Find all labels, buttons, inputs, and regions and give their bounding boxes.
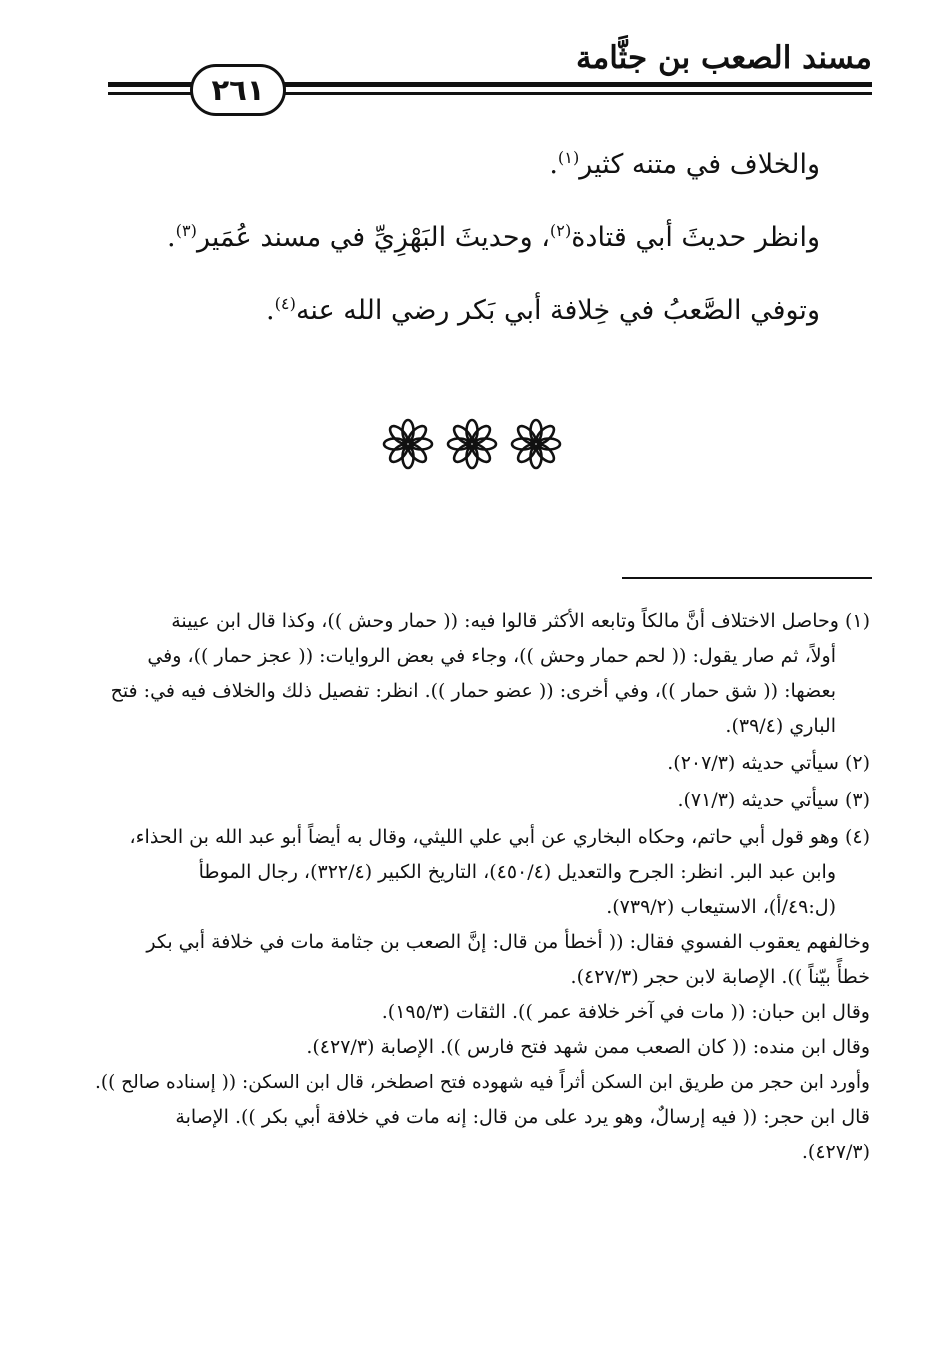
body-line-1: والخلاف في متنه كثير$^{(١)}$.: [549, 148, 820, 180]
footnote-1: [80, 604, 870, 744]
footnotes: [80, 604, 870, 1172]
running-title: مسند الصعب بن جثَّامة: [575, 40, 872, 76]
main-text: [80, 125, 870, 344]
footnote-paragraph-line: وخالفهم يعقوب الفسوي فقال: (( أخطأ من قال: إنَّ الصعب بن جثامة مات في خلافة أبي بكر: [146, 931, 870, 953]
body-line-2: وانظر حديثَ أبي قتادة$^{(٢)}$، وحديثَ البَهْزِيِّ في مسند عُمَير$^{(٣)}$.: [167, 221, 820, 253]
footnote-2: [80, 746, 870, 781]
footnote-line: أولاً، ثم صار يقول: (( لحم حمار وحش ))، وجاء في بعض الروايات: (( عجز حمار ))، وفي: [147, 645, 836, 667]
footnote-paragraph-line: وأورد ابن حجر من طريق ابن السكن أثراً فيه شهوده فتح اصطخر، قال ابن السكن: (( إسناده صالح )).: [94, 1072, 870, 1093]
footnote-line: بعضها: (( شق حمار ))، وفي أخرى: (( عضو حمار )). انظر: تفصيل ذلك والخلاف فيه في: فتح: [110, 680, 836, 702]
footnote-4: [80, 820, 870, 1170]
flower-ornament-icon: [382, 418, 434, 470]
footnote-separator: [622, 577, 872, 579]
footnote-ref-3[interactable]: (٣): [175, 221, 197, 240]
footnote-line: (٢) سيأتي حديثه (٢٠٧/٣).: [667, 752, 870, 774]
footnote-ref-4[interactable]: (٤): [274, 294, 296, 313]
footnote-line: وابن عبد البر. انظر: الجرح والتعديل (٤٥٠/٤)، التاريخ الكبير (٣٢٢/٤)، رجال الموطأ: [198, 861, 836, 883]
footnote-line: (١) وحاصل الاختلاف أنَّ مالكاً وتابعه الأكثر قالوا فيه: (( حمار وحش ))، وكذا قال ابن عيينة: [171, 610, 870, 632]
footnote-paragraph-line: قال ابن حجر: (( فيه إرسالٌ، وهو يرد على من قال: إنه مات في خلافة أبي بكر )). الإصابة: [175, 1106, 870, 1128]
section-ornaments: [382, 414, 562, 474]
footnote-line: (٣) سيأتي حديثه (٧١/٣).: [677, 789, 870, 811]
footnote-paragraph-line: خطأً بيّناً )). الإصابة لابن حجر (٤٢٧/٣).: [570, 966, 870, 988]
footnote-line: (٤) وهو قول أبي حاتم، وحكاه البخاري عن أبي علي الليثي، وقال به أيضاً أبو عبد الله بن الحذاء،: [129, 826, 870, 848]
footnote-paragraph-line: وقال ابن منده: (( كان الصعب ممن شهد فتح فارس )). الإصابة (٤٢٧/٣).: [306, 1036, 870, 1058]
footnote-ref-2[interactable]: (٢): [549, 221, 572, 240]
flower-ornament-icon: [446, 418, 498, 470]
footnote-paragraph-line: وقال ابن حبان: (( مات في آخر خلافة عمر )). الثقات (١٩٥/٣).: [381, 1001, 870, 1023]
footnote-3: [80, 783, 870, 818]
body-line-3: وتوفي الصَّعبُ في خِلافة أبي بَكر رضي الله عنه$^{(٤)}$.: [266, 294, 820, 326]
footnote-paragraph-line: (٤٢٧/٣).: [801, 1141, 870, 1163]
footnote-line: الباري (٣٩/٤).: [725, 715, 836, 737]
flower-ornament-icon: [510, 418, 562, 470]
footnote-ref-1[interactable]: (١): [557, 148, 580, 167]
footnote-line: (ل:٤٩/أ)، الاستيعاب (٧٣٩/٢).: [606, 896, 836, 918]
page-number: ٢٦١: [190, 64, 286, 116]
